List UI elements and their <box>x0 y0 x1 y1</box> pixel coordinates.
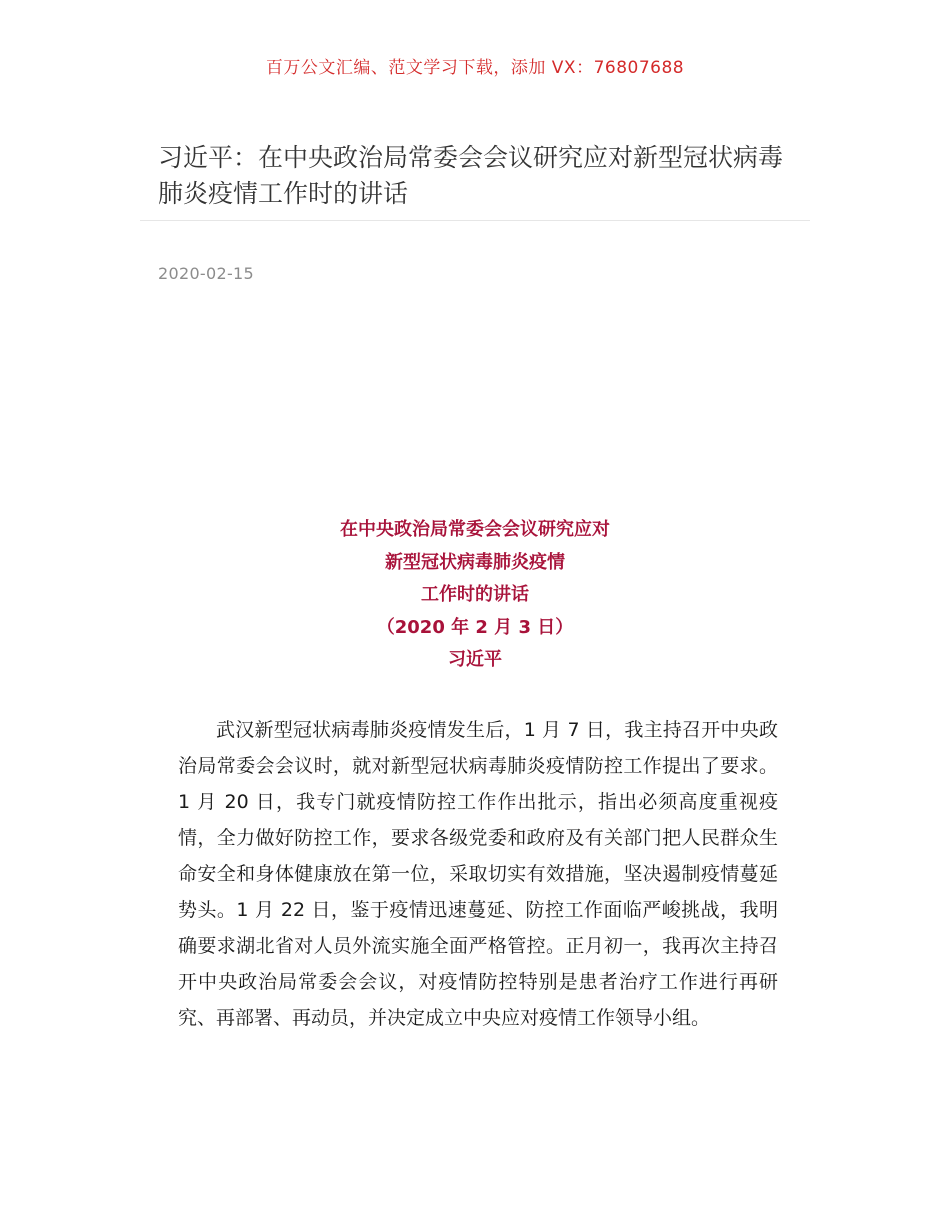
speech-heading <box>0 514 950 677</box>
publish-date: 2020-02-15 <box>158 264 254 283</box>
speech-date: （2020 年 2 月 3 日） <box>376 616 574 638</box>
promo-banner: 百万公文汇编、范文学习下载，添加 VX：76807688 <box>265 58 685 78</box>
speech-author: 习近平 <box>448 649 502 670</box>
speech-heading-line-1: 在中央政治局常委会会议研究应对 <box>340 519 610 540</box>
body-paragraph: 武汉新型冠状病毒肺炎疫情发生后，1 月 7 日，我主持召开中央政治局常委会会议时，就对新型冠状病毒肺炎疫情防控工作提出了要求。1 月 20 日，我专门就疫情防控工作作出批示，指出必须高度重视疫情，全力做好防控工作，要求各级党委和政府及有关部门把人民群众生命安全和身体健康放在第一位，采取切实有效措施，坚决遏制疫情蔓延势头。1 月 22 日，鉴于疫情迅速蔓延、防控工作面临严峻挑战，我明确要求湖北省对人员外流实施全面严格管控。正月初一，我再次主持召开中央政治局常委会会议，对疫情防控特别是患者治疗工作进行再研究、再部署、再动员，并决定成立中央应对疫情工作领导小组。 <box>178 719 778 1029</box>
title-divider <box>140 220 810 221</box>
speech-heading-line-2: 新型冠状病毒肺炎疫情 <box>385 551 565 573</box>
speech-heading-line-3: 工作时的讲话 <box>421 584 529 605</box>
article-title: 习近平：在中央政治局常委会会议研究应对新型冠状病毒肺炎疫情工作时的讲话 <box>158 143 784 208</box>
